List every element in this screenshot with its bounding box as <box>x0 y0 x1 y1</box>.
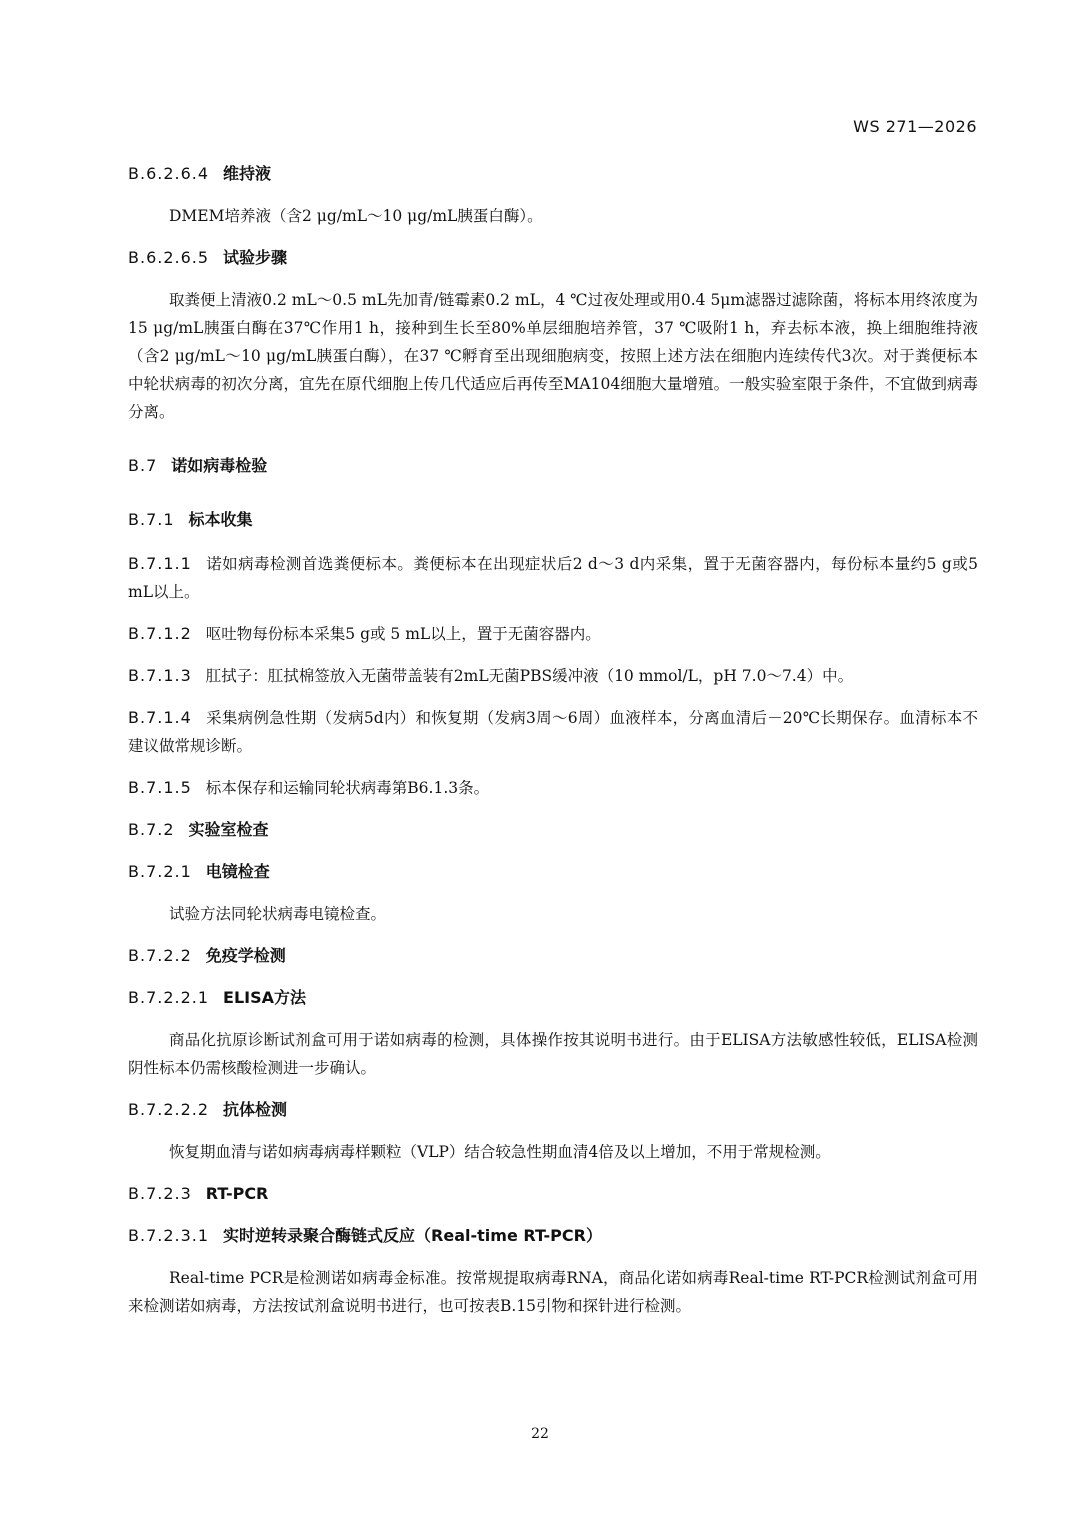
page-number: 22 <box>531 1426 549 1442</box>
clause-number: B.7.1 <box>128 510 175 529</box>
clause-number: B.7.2.2.1 <box>128 988 210 1007</box>
clause-title: RT-PCR <box>205 1184 269 1203</box>
heading-b6264 <box>128 160 978 188</box>
heading-b721 <box>128 858 978 886</box>
clause-number: B.6.2.6.4 <box>128 164 210 183</box>
page-content <box>128 160 978 1320</box>
clause-number: B.7.2 <box>128 820 175 839</box>
standard-code: WS 271—2026 <box>853 117 977 136</box>
clause-number: B.7.1.5 <box>128 778 192 797</box>
clause-title: 免疫学检测 <box>205 946 286 965</box>
item-b711 <box>128 550 978 606</box>
heading-b7231 <box>128 1222 978 1250</box>
clause-title: 标本收集 <box>188 510 253 529</box>
clause-number: B.7.1.4 <box>128 708 192 727</box>
paragraph-b7222: 恢复期血清与诺如病毒病毒样颗粒（VLP）结合较急性期血清4倍及以上增加，不用于常规检测。 <box>169 1143 831 1161</box>
clause-title: 维持液 <box>223 164 272 183</box>
heading-b723 <box>128 1180 978 1208</box>
clause-number: B.7.1.2 <box>128 624 192 643</box>
clause-number: B.7.1.1 <box>128 554 192 573</box>
item-b712 <box>128 620 978 648</box>
heading-b7222 <box>128 1096 978 1124</box>
clause-text: 采集病例急性期（发病5d内）和恢复期（发病3周～6周）血液样本，分离血清后－20℃长期保存。血清标本不建议做常规诊断。 <box>128 709 978 755</box>
clause-number: B.7.2.3 <box>128 1184 192 1203</box>
clause-text: 呕吐物每份标本采集5 g或 5 mL以上，置于无菌容器内。 <box>205 625 601 643</box>
paragraph-b721: 试验方法同轮状病毒电镜检查。 <box>169 905 387 923</box>
paragraph-b6265: 取粪便上清液0.2 mL～0.5 mL先加青/链霉素0.2 mL，4 ℃过夜处理或用0.4 5μm滤器过滤除菌，将标本用终浓度为15 μg/mL胰蛋白酶在37℃作用1 h，接种到生长至80%单层细胞培养管，37 ℃吸附1 h，弃去标本液，换上细胞维持液（含2 μg/mL～10 μg/mL胰蛋白酶），在37 ℃孵育至出现细胞病变，按照上述方法在细胞内连续传代3次。对于粪便标本中轮状病毒的初次分离，宜先在原代细胞上传几代适应后再传至MA104细胞大量增殖。一般实验室限于条件，不宜做到病毒分离。 <box>128 291 978 421</box>
item-b713 <box>128 662 978 690</box>
paragraph-b7221: 商品化抗原诊断试剂盒可用于诺如病毒的检测，具体操作按其说明书进行。由于ELISA方法敏感性较低，ELISA检测阴性标本仍需核酸检测进一步确认。 <box>128 1031 978 1077</box>
item-b715 <box>128 774 978 802</box>
clause-text: 诺如病毒检测首选粪便标本。粪便标本在出现症状后2 d～3 d内采集，置于无菌容器内，每份标本量约5 g或5 mL以上。 <box>128 555 978 601</box>
clause-title: 试验步骤 <box>223 248 288 267</box>
clause-number: B.7.2.2.2 <box>128 1100 210 1119</box>
clause-number: B.6.2.6.5 <box>128 248 210 267</box>
clause-number: B.7.1.3 <box>128 666 192 685</box>
clause-number: B.7.2.3.1 <box>128 1226 210 1245</box>
heading-b6265 <box>128 244 978 272</box>
clause-title: ELISA方法 <box>223 988 307 1007</box>
heading-b7 <box>128 452 978 480</box>
heading-b72 <box>128 816 978 844</box>
clause-title: 电镜检查 <box>205 862 270 881</box>
clause-title: 实验室检查 <box>188 820 269 839</box>
clause-title: 抗体检测 <box>223 1100 288 1119</box>
clause-text: 肛拭子：肛拭棉签放入无菌带盖装有2mL无菌PBS缓冲液（10 mmol/L，pH 7.0～7.4）中。 <box>205 667 854 685</box>
paragraph-b6264: DMEM培养液（含2 μg/mL～10 μg/mL胰蛋白酶）。 <box>169 207 543 225</box>
clause-number: B.7.2.1 <box>128 862 192 881</box>
item-b714 <box>128 704 978 760</box>
clause-number: B.7 <box>128 456 158 475</box>
heading-b722 <box>128 942 978 970</box>
clause-title: 诺如病毒检验 <box>171 456 268 475</box>
heading-b71 <box>128 506 978 534</box>
clause-title: 实时逆转录聚合酶链式反应（Real-time RT-PCR） <box>223 1226 602 1245</box>
clause-number: B.7.2.2 <box>128 946 192 965</box>
paragraph-b7231: Real-time PCR是检测诺如病毒金标准。按常规提取病毒RNA，商品化诺如病毒Real-time RT-PCR检测试剂盒可用来检测诺如病毒，方法按试剂盒说明书进行，也可按表B.15引物和探针进行检测。 <box>128 1269 978 1315</box>
clause-text: 标本保存和运输同轮状病毒第B6.1.3条。 <box>205 779 490 797</box>
heading-b7221 <box>128 984 978 1012</box>
